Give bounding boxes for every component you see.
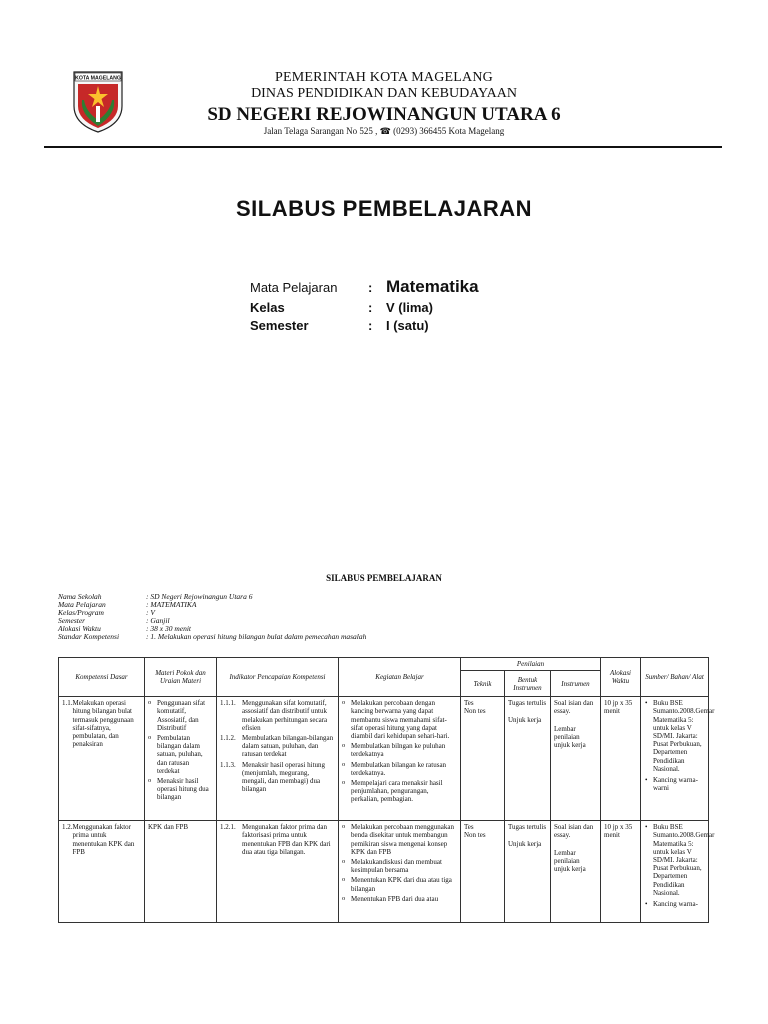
list-item: o Membulatkan bilangan ke ratusan terdekatnya. bbox=[351, 761, 457, 777]
cover-row-subject bbox=[250, 277, 479, 297]
cover-colon: : bbox=[368, 318, 373, 333]
list-item: o Melakukandiskusi dan membuat kesimpulan bersama bbox=[351, 858, 457, 874]
list-item: o Penggunaan sifat komutatif, Assosiatif, dan Distributif bbox=[157, 699, 213, 732]
bentuk-item: Tugas tertulis bbox=[508, 823, 547, 832]
cover-value: I (satu) bbox=[386, 318, 429, 333]
page2-title: SILABUS PEMBELAJARAN bbox=[326, 573, 442, 583]
list-item: o Melakukan percobaan dengan kancing berwarna yang dapat membantu siswa memahami sifat-sifat operasi hitung yang dapat diambil dari kehidupan sehari-hari. bbox=[351, 699, 457, 740]
header-government: PEMERINTAH KOTA MAGELANG bbox=[275, 70, 493, 85]
kd-text: Melakukan operasi hitung bilangan bulat termasuk penggunaan sifat-sifatnya, pembulatan, dan penaksiran bbox=[72, 699, 134, 749]
indicator-text: Menaksir hasil operasi hitung (menjumlah, megurang, mengali, dan membagi) dua bilangan bbox=[242, 760, 326, 794]
logo-text: KOTA MAGELANG bbox=[75, 75, 121, 82]
header-department: DINAS PENDIDIKAN DAN KEBUDAYAAN bbox=[251, 86, 517, 101]
cell-kd bbox=[59, 697, 145, 821]
meta-row bbox=[58, 633, 366, 641]
bentuk-item: Unjuk kerja bbox=[508, 716, 542, 725]
teknik-item: Non tes bbox=[464, 831, 486, 840]
cover-colon: : bbox=[368, 280, 373, 295]
bentuk-item: Tugas tertulis bbox=[508, 699, 547, 708]
cell-materi: KPK dan FPB bbox=[145, 821, 217, 923]
cell-alokasi: 10 jp x 35 menit bbox=[601, 697, 641, 821]
list-item: o Melakukan percobaan menggunakan benda disekitar untuk membangun pemikiran siswa mengenai konsep KPK dan FPB bbox=[351, 823, 457, 856]
meta-key: Alokasi Waktu bbox=[58, 624, 101, 633]
cover-row-class bbox=[250, 300, 433, 315]
indicator-text: Mengunakan faktor prima dan faktorisasi prima untuk menentukan FPB dan KPK dari dua atau tiga bilangan. bbox=[242, 823, 331, 856]
th-instrumen: Instrumen bbox=[551, 671, 601, 697]
cover-row-semester bbox=[250, 318, 429, 333]
meta-key: Standar Kompetensi bbox=[58, 632, 120, 641]
instrumen-item: Lembar penilaian unjuk kerja bbox=[554, 724, 586, 750]
cell-indikator bbox=[217, 821, 339, 923]
meta-value: : Ganjil bbox=[146, 616, 170, 625]
th-penilaian: Penilaian bbox=[461, 658, 601, 671]
cover-label: Semester bbox=[250, 318, 309, 333]
meta-key: Nama Sekolah bbox=[58, 592, 102, 601]
syllabus-table bbox=[58, 657, 715, 923]
cell-sumber bbox=[641, 697, 715, 821]
teknik-item: Tes bbox=[464, 823, 474, 832]
meta-value: : 1. Melakukan operasi hitung bilangan bulat dalam pemecahan masalah bbox=[146, 632, 367, 641]
list-item: o Mempelajari cara menaksir hasil penjumlahan, pengurangan, perkalian, pembagian. bbox=[351, 779, 457, 804]
kd-number: 1.1. bbox=[62, 699, 73, 708]
cell-sumber bbox=[641, 821, 715, 923]
cell-indikator bbox=[217, 697, 339, 821]
teknik-item: Non tes bbox=[464, 707, 486, 716]
teknik-item: Tes bbox=[464, 699, 474, 708]
th-kd: Kompetensi Dasar bbox=[59, 658, 145, 697]
cell-bentuk bbox=[505, 697, 551, 821]
cover-colon: : bbox=[368, 300, 373, 315]
header-address: Jalan Telaga Sarangan No 525 , ☎ (0293) 366455 Kota Magelang bbox=[263, 126, 505, 136]
kd-text: Menggunakan faktor prima untuk menentukan KPK dan FPB bbox=[72, 823, 135, 856]
cell-instrumen bbox=[551, 697, 601, 821]
indicator-number: 1.1.3. bbox=[220, 760, 236, 769]
header-school-name: SD NEGERI REJOWINANGUN UTARA 6 bbox=[207, 104, 561, 125]
instrumen-item: Soal isian dan essay. bbox=[554, 823, 594, 840]
th-bentuk: Bentuk Instrumen bbox=[505, 671, 551, 697]
cover-label: Kelas bbox=[250, 300, 285, 315]
cell-kegiatan bbox=[339, 697, 461, 821]
meta-value: : MATEMATIKA bbox=[146, 600, 197, 609]
cell-bentuk bbox=[505, 821, 551, 923]
cell-kd bbox=[59, 821, 145, 923]
table-header-row bbox=[59, 658, 709, 671]
table-row bbox=[59, 697, 709, 821]
indicator-text: Membulatkan bilangan-bilangan dalam satuan, puluhan, dan ratusan terdekat bbox=[242, 734, 334, 759]
indicator-text: Menggunakan sifat komutatif, assosiatif dan distributif untuk melakukan perhitungan secara efisien bbox=[242, 699, 328, 732]
meta-key: Kelas/Program bbox=[58, 608, 104, 617]
th-sumber: Sumber/ Bahan/ Alat bbox=[641, 658, 709, 697]
cell-kegiatan bbox=[339, 821, 461, 923]
cell-teknik bbox=[461, 821, 505, 923]
th-materi: Materi Pokok dan Uraian Materi bbox=[145, 658, 217, 697]
meta-value: : 38 x 30 menit bbox=[146, 624, 191, 633]
list-item: o Membulatkan bilngan ke puluhan terdekatnya bbox=[351, 742, 457, 758]
list-item: o Pembulatan bilangan dalam satuan, puluhan, dan ratusan terdekat bbox=[157, 734, 213, 775]
meta-key: Semester bbox=[58, 616, 86, 625]
coat-of-arms-icon bbox=[70, 70, 126, 134]
list-item: • Kancing warna-warni bbox=[653, 776, 705, 792]
th-teknik: Teknik bbox=[461, 671, 505, 697]
cell-alokasi: 10 jp x 35 menit bbox=[601, 821, 641, 923]
table-row bbox=[59, 821, 709, 923]
header-divider bbox=[44, 146, 722, 148]
list-item: o Menaksir hasil operasi hitung dua bilangan bbox=[157, 777, 213, 802]
cover-value: Matematika bbox=[386, 277, 479, 296]
list-item: o Menentukan KPK dari dua atau tiga bilangan bbox=[351, 876, 457, 892]
th-indikator: Indikator Pencapaian Kompetensi bbox=[217, 658, 339, 697]
cell-teknik bbox=[461, 697, 505, 821]
meta-key: Mata Pelajaran bbox=[58, 600, 106, 609]
list-item: o Menentukan FPB dari dua atau bbox=[351, 895, 457, 903]
cover-value: V (lima) bbox=[386, 300, 433, 315]
indicator-number: 1.2.1. bbox=[220, 823, 236, 832]
meta-value: : V bbox=[146, 608, 155, 617]
instrumen-item: Soal isian dan essay. bbox=[554, 699, 594, 716]
list-item: • Buku BSE Sumanto.2008.Gemar Matematika 5: untuk kelas V SD/MI. Jakarta: Pusat Perbukuan, Departemen Pendidikan Nasional. bbox=[653, 823, 705, 897]
indicator-number: 1.1.2. bbox=[220, 734, 236, 743]
cell-materi bbox=[145, 697, 217, 821]
list-item: • Buku BSE Sumanto.2008.Gemar Matematika 5: untuk kelas V SD/MI. Jakarta: Pusat Perbukuan, Departemen Pendidikan Nasional. bbox=[653, 699, 705, 773]
indicator-number: 1.1.1. bbox=[220, 699, 236, 708]
cover-label: Mata Pelajaran bbox=[250, 280, 338, 295]
list-item: • Kancing warna- bbox=[653, 900, 705, 908]
th-kegiatan: Kegiatan Belajar bbox=[339, 658, 461, 697]
kd-number: 1.2. bbox=[62, 823, 73, 832]
cover-title: SILABUS PEMBELAJARAN bbox=[235, 196, 533, 221]
th-alokasi: Alokasi Waktu bbox=[601, 658, 641, 697]
city-logo bbox=[70, 70, 126, 134]
meta-value: : SD Negeri Rejowinangun Utara 6 bbox=[146, 592, 253, 601]
bentuk-item: Unjuk kerja bbox=[508, 840, 542, 849]
cell-instrumen bbox=[551, 821, 601, 923]
instrumen-item: Lembar penilaian unjuk kerja bbox=[554, 848, 586, 874]
